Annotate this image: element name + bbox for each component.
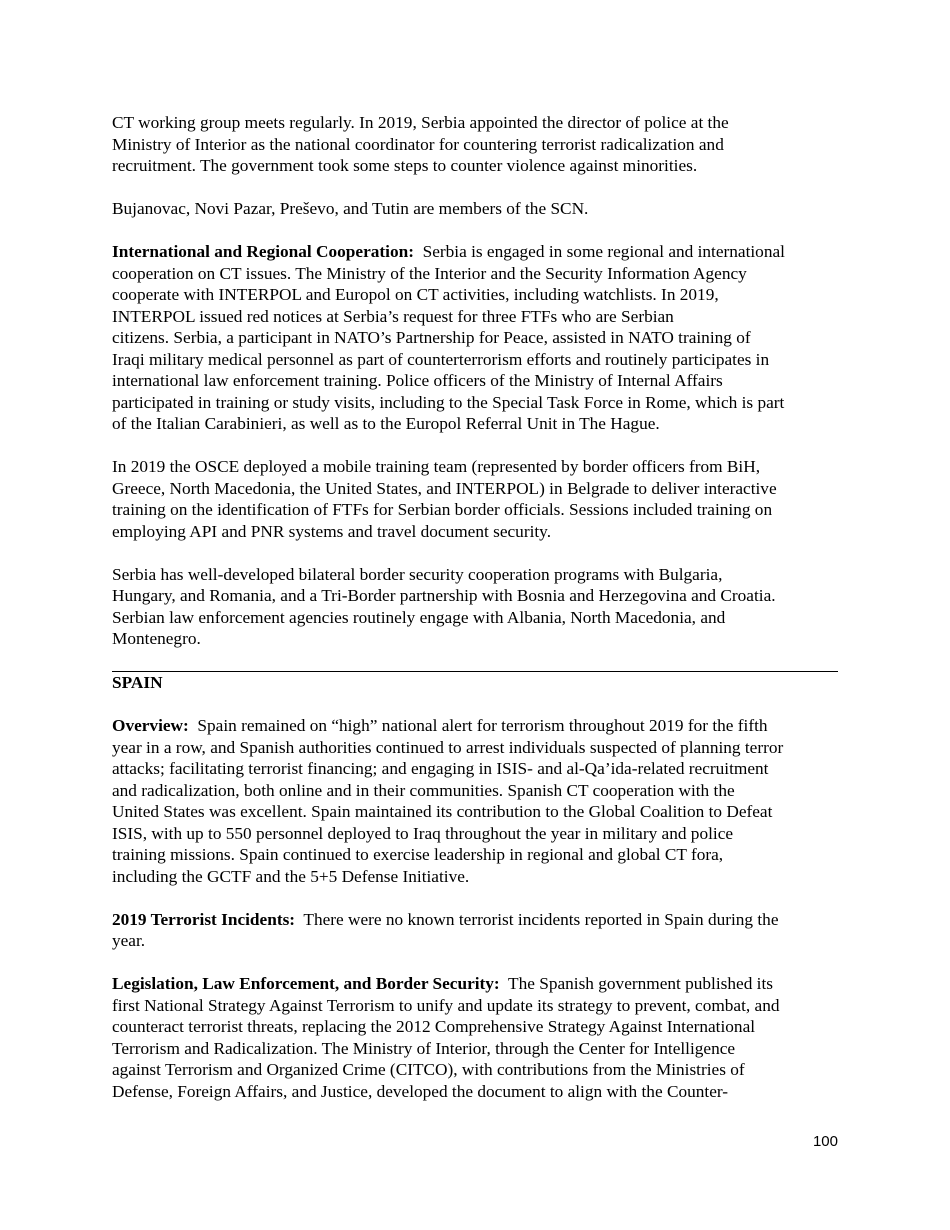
text-line: year in a row, and Spanish authorities continued to arrest individuals suspected of planning terror: [112, 737, 784, 757]
text-line: Defense, Foreign Affairs, and Justice, developed the document to align with the Counter-: [112, 1081, 729, 1101]
text-line: attacks; facilitating terrorist financing; and engaging in ISIS- and al-Qa’ida-related recruitment: [112, 759, 769, 778]
text-line: training missions. Spain continued to exercise leadership in regional and global CT fora,: [112, 845, 724, 864]
text-line: international law enforcement training. Police officers of the Ministry of Internal Affairs: [112, 371, 723, 390]
text-line: Ministry of Interior as the national coordinator for countering terrorist radicalization and: [112, 134, 724, 154]
paragraph-spacer: [112, 435, 840, 457]
text-line: first National Strategy Against Terrorism to unify and update its strategy to prevent, combat, and: [112, 995, 780, 1015]
border-cooperation-paragraph: [112, 564, 840, 650]
page-number: 100: [812, 1133, 838, 1150]
paragraph-spacer: [112, 542, 840, 564]
paragraph-spacer: [112, 694, 840, 716]
paragraph-spacer: [112, 177, 840, 199]
text-line: INTERPOL issued red notices at Serbia’s request for three FTFs who are Serbian: [112, 306, 674, 326]
text-line: training on the identification of FTFs for Serbian border officials. Sessions included training on: [112, 500, 773, 519]
section-subheading: 2019 Terrorist Incidents:: [112, 909, 296, 929]
text-line: recruitment. The government took some steps to counter violence against minorities.: [112, 156, 698, 175]
text-line: [112, 973, 840, 995]
scn-members-paragraph: [112, 198, 840, 220]
text-line: year.: [112, 931, 146, 950]
text-line: CT working group meets regularly. In 2019, Serbia appointed the director of police at the: [112, 113, 729, 132]
text-line: In 2019 the OSCE deployed a mobile training team (represented by border officers from BiH,: [112, 457, 761, 476]
text-line: participated in training or study visits, including to the Special Task Force in Rome, which is part: [112, 392, 785, 412]
section-subheading: Legislation, Law Enforcement, and Border Security:: [112, 974, 500, 993]
ct-coordinator-paragraph: [112, 112, 840, 177]
country-section-title: [112, 672, 840, 694]
paragraph-spacer: [112, 952, 840, 974]
text-line: employing API and PNR systems and travel document security.: [112, 521, 552, 541]
paragraph-spacer: [112, 887, 840, 909]
text-line: citizens. Serbia, a participant in NATO’s Partnership for Peace, assisted in NATO training of: [112, 328, 751, 347]
inline-text: Serbia is engaged in some regional and international: [413, 242, 785, 261]
text-line: ISIS, with up to 550 personnel deployed to Iraq throughout the year in military and police: [112, 823, 734, 843]
overview-paragraph: [112, 715, 840, 887]
text-line: [112, 715, 840, 737]
section-subheading: International and Regional Cooperation:: [112, 242, 414, 261]
text-line: [112, 909, 840, 931]
section-divider: [112, 650, 838, 673]
osce-training-paragraph: [112, 456, 840, 542]
text-line: Hungary, and Romania, and a Tri-Border partnership with Bosnia and Herzegovina and Croatia.: [112, 586, 776, 605]
legislation-paragraph: [112, 973, 840, 1102]
text-line: Terrorism and Radicalization. The Ministry of Interior, through the Center for Intelligence: [112, 1038, 736, 1058]
inline-text: Spain remained on “high” national alert for terrorism throughout 2019 for the fifth: [188, 716, 768, 735]
text-line: cooperation on CT issues. The Ministry of the Interior and the Security Information Agency: [112, 263, 747, 283]
inline-text: There were no known terrorist incidents reported in Spain during the: [295, 909, 779, 929]
text-line: and radicalization, both online and in their communities. Spanish CT cooperation with the: [112, 780, 735, 800]
text-line: United States was excellent. Spain maintained its contribution to the Global Coalition to Defeat: [112, 802, 773, 821]
international-cooperation-paragraph: [112, 241, 840, 435]
text-line: including the GCTF and the 5+5 Defense Initiative.: [112, 866, 470, 886]
text-line: Iraqi military medical personnel as part of counterterrorism efforts and routinely participates in: [112, 349, 770, 369]
text-line: Bujanovac, Novi Pazar, Preševo, and Tutin are members of the SCN.: [112, 199, 589, 218]
page-content: [112, 112, 840, 1102]
text-line: Serbia has well-developed bilateral border security cooperation programs with Bulgaria,: [112, 564, 723, 584]
text-line: counteract terrorist threats, replacing the 2012 Comprehensive Strategy Against International: [112, 1017, 756, 1036]
text-line: cooperate with INTERPOL and Europol on CT activities, including watchlists. In 2019,: [112, 285, 719, 304]
text-line: of the Italian Carabinieri, as well as to the Europol Referral Unit in The Hague.: [112, 414, 660, 433]
inline-text: The Spanish government published its: [499, 974, 773, 993]
text-line: Serbian law enforcement agencies routinely engage with Albania, North Macedonia, and: [112, 607, 726, 627]
text-line: Montenegro.: [112, 629, 201, 648]
text-line: against Terrorism and Organized Crime (CITCO), with contributions from the Ministries of: [112, 1060, 745, 1079]
text-line: [112, 241, 840, 263]
section-subheading: Overview:: [112, 716, 189, 735]
paragraph-spacer: [112, 220, 840, 242]
incidents-paragraph: [112, 909, 840, 952]
text-line: Greece, North Macedonia, the United States, and INTERPOL) in Belgrade to deliver interactive: [112, 478, 777, 498]
country-heading: SPAIN: [112, 673, 163, 692]
